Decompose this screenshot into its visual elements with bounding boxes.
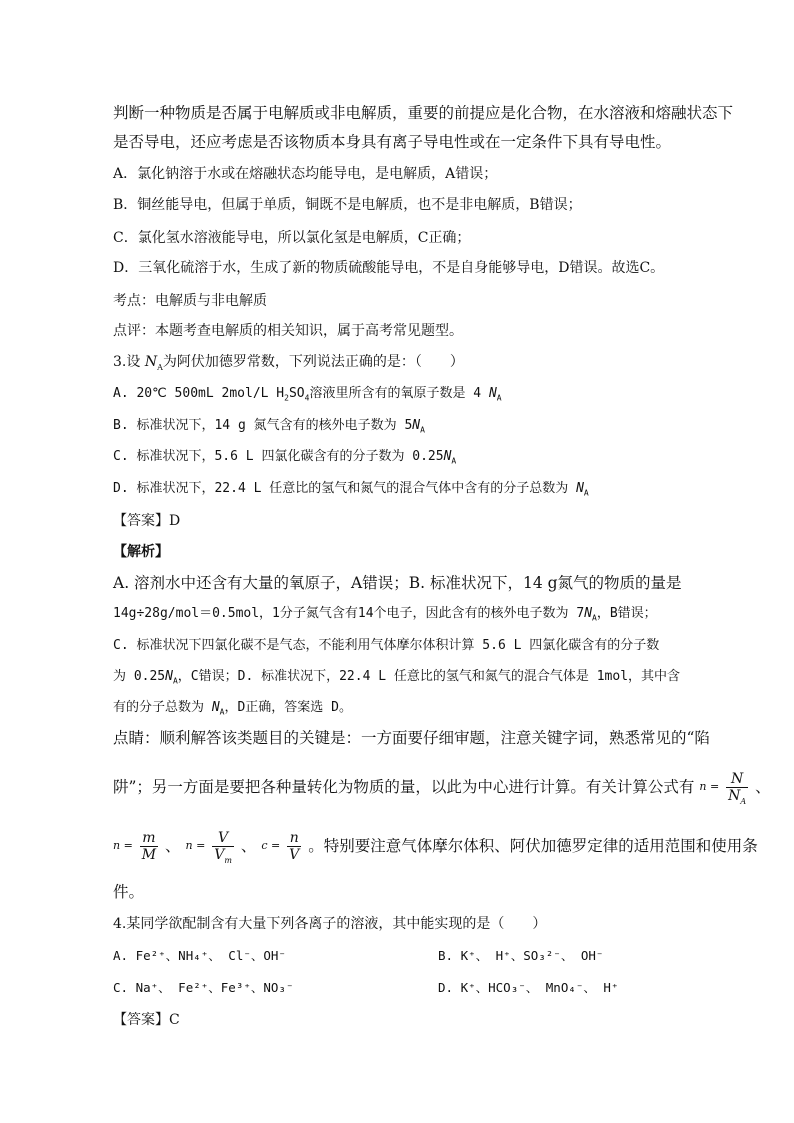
question-4-option-c: C. Na⁺、 Fe²⁺、Fe³⁺、NO₃⁻ [113, 980, 294, 995]
text-line: 点评：本题考查电解质的相关知识，属于高考常见题型。 [113, 323, 463, 339]
analysis-line: 有的分子总数为 $N_A$，D正确，答案选 D。 [113, 700, 352, 717]
text-line: 是否导电，还应考虑是否该物质本身具有离子导电性或在一定条件下具有导电性。 [113, 133, 672, 151]
question-4-option-a: A. Fe²⁺、NH₄⁺、 Cl⁻、OH⁻ [113, 948, 286, 963]
question-3-option-b: B. 标准状况下，14 g 氮气含有的核外电子数为 $5N_A$ [113, 418, 425, 435]
fraction-m-over-M: $\frac{m}{M}$ [141, 829, 157, 863]
text-line: A．氯化钠溶于水或在熔融状态均能导电，是电解质，A错误； [113, 166, 498, 182]
text-line: 考点：电解质与非电解质 [113, 293, 267, 309]
tip-line-with-formula: 阱”；另一方面是要把各种量转化为物质的量，以此为中心进行计算。有关计算公式有 n = $\frac{N}{N_A}$ 、 [113, 770, 771, 806]
formula-n-eq: n = [699, 780, 720, 793]
analysis-line: A. 溶剂水中还含有大量的氧原子，A错误；B. 标准状况下，14 g氮气的物质的量是 [113, 574, 682, 592]
question-4-option-b: B. K⁺、 H⁺、SO₃²⁻、 OH⁻ [438, 948, 604, 963]
answer-label: 【答案】C [113, 1012, 180, 1028]
question-4-option-d: D. K⁺、HCO₃⁻、 MnO₄⁻、 H⁺ [438, 980, 619, 995]
tip-line: 件。 [113, 883, 145, 901]
text-line: 判断一种物质是否属于电解质或非电解质，重要的前提应是化合物，在水溶液和熔融状态下 [113, 104, 734, 122]
fraction-V-over-Vm: $\frac{V}{V_m}$ [214, 829, 232, 865]
question-4-stem: 4.某同学欲配制含有大量下列各离子的溶液，其中能实现的是（ ） [113, 916, 547, 932]
question-3-option-c: C. 标准状况下，5.6 L 四氯化碳含有的分子数为 $0.25N_A$ [113, 449, 457, 466]
text-line: B．铜丝能导电，但属于单质，铜既不是电解质，也不是非电解质，B错误； [113, 197, 582, 213]
answer-label: 【答案】D [113, 513, 181, 529]
text-line: C．氯化氢水溶液能导电，所以氯化氢是电解质，C正确； [113, 230, 471, 246]
analysis-line: 14g÷28g/mol＝0.5mol，1分子氮气含有14个电子，因此含有的核外电子数为 $7N_A$，B错误； [113, 606, 657, 623]
analysis-line: 为 $0.25N_A$，C错误；D. 标准状况下，22.4 L 任意比的氢气和氮气的混合气体是 1mol，其中含 [113, 669, 681, 686]
analysis-line: C. 标准状况下四氯化碳不是气态，不能利用气体摩尔体积计算 5.6 L 四氯化碳含有的分子数 [113, 638, 660, 653]
fraction-n-over-V: $\frac{n}{V}$ [289, 829, 300, 863]
text-line: D．三氧化硫溶于水，生成了新的物质硫酸能导电，不是自身能够导电，D错误。故选C。 [113, 260, 665, 276]
question-3-option-d: D. 标准状况下，22.4 L 任意比的氢气和氮气的混合气体中含有的分子总数为 $N_A$ [113, 481, 589, 498]
analysis-label: 【解析】 [113, 544, 169, 560]
fraction-N-over-NA: $\frac{N}{N_A}$ [728, 770, 747, 806]
question-3-stem: 3.设 $N_A$为阿伏加德罗常数，下列说法正确的是：（ ） [113, 354, 464, 372]
formula-line: n = $\frac{m}{M}$ 、 n = $\frac{V}{V_m}$ 、 c = $\frac{n}{V}$ 。特别要注意气体摩尔体积、阿伏加德罗定律的适用范围和使用条 [113, 829, 758, 865]
question-3-option-a: A. 20℃ 500mL 2mol/L $H_2SO_4$溶液里所含有的氧原子数是 4 $N_A$ [113, 386, 502, 403]
tip-line: 点睛：顺利解答该类题目的关键是：一方面要仔细审题，注意关键字词，熟悉常见的“陷 [113, 729, 710, 747]
